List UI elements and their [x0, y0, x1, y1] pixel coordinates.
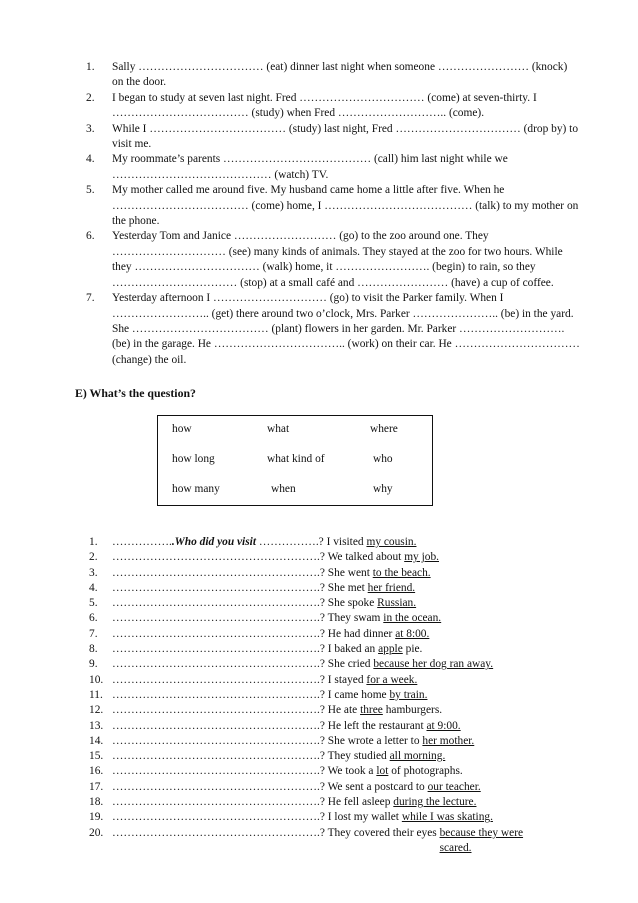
underlined-answer: our teacher. — [427, 780, 481, 793]
item-number: 4. — [89, 581, 98, 594]
item-text: ? I came home — [319, 688, 387, 701]
item-text: Sally …………………………… (eat) dinner last night when someone …………………… (knock) on the door. — [112, 61, 568, 89]
item-text: ? I visited — [318, 536, 364, 548]
question-item — [89, 749, 589, 764]
answer-blank: ……………. — [112, 536, 172, 548]
item-number: 6. — [89, 612, 98, 625]
item-number: 13. — [89, 719, 104, 732]
answer-blank: ………………………………………………. — [112, 627, 320, 640]
item-number: 16. — [89, 765, 104, 778]
question-item — [89, 795, 589, 810]
past-tense-exercise-list — [86, 60, 581, 368]
item-text: I began to study at seven last night. Fred …………………………… (come) at seven-thirty. I ……………………………… (study) when Fred ……………………….. (come). — [112, 91, 537, 120]
underlined-answer: to the beach. — [372, 566, 431, 579]
item-text: ? They covered their eyes — [319, 826, 437, 839]
answer-blank: ………………………………………………. — [112, 826, 320, 839]
item-number: 3. — [86, 122, 95, 135]
item-text: ? We talked about — [319, 551, 402, 564]
question-word-box — [157, 415, 433, 506]
item-number: 18. — [89, 796, 104, 809]
answer-blank: ……………. — [258, 536, 319, 548]
answer-blank: ………………………………………………. — [112, 673, 320, 686]
answer-blank: ………………………………………………. — [112, 811, 320, 824]
underlined-answer: because her dog ran away. — [373, 658, 494, 671]
item-text: ? I lost my wallet — [319, 811, 399, 824]
section-title: E) What’s the question? — [75, 386, 196, 400]
underlined-answer: my job. — [404, 551, 439, 564]
item-text: My mother called me around five. My husband came home a little after five. When he ……………………………… (come) home, I ………………………………… (talk) to my mother on the phone. — [112, 184, 579, 228]
item-number: 4. — [86, 153, 95, 166]
item-number: 9. — [89, 658, 98, 671]
question-item — [89, 810, 589, 825]
question-item — [89, 627, 589, 642]
item-number: 14. — [89, 734, 104, 747]
exercise-item — [86, 291, 581, 368]
answer-blank: ………………………………………………. — [112, 643, 320, 656]
answer-blank: ………………………………………………. — [112, 612, 320, 625]
exercise-item — [86, 122, 581, 153]
item-number: 1. — [86, 61, 95, 73]
question-item — [89, 657, 589, 672]
underlined-answer: Russian. — [377, 597, 417, 610]
item-number: 6. — [86, 230, 95, 243]
underlined-answer: apple — [378, 643, 403, 656]
question-word: what — [267, 423, 290, 435]
answer-blank: ………………………………………………. — [112, 551, 320, 564]
item-number: 5. — [86, 184, 95, 197]
item-number: 19. — [89, 811, 104, 824]
item-text-after: pie. — [405, 643, 423, 656]
item-text: ? She met — [319, 581, 365, 594]
item-text: ? We took a — [319, 765, 374, 778]
underlined-answer: while I was skating. — [401, 811, 493, 824]
exercise-item — [86, 60, 581, 91]
item-text: ? He had dinner — [319, 627, 393, 640]
question-word: how long — [172, 453, 215, 465]
example-answer: .Who did you visit — [171, 536, 256, 548]
item-text: ? She cried — [319, 658, 371, 671]
item-number: 20. — [89, 826, 104, 839]
answer-blank: ………………………………………………. — [112, 658, 320, 671]
underlined-answer: for a week. — [366, 673, 418, 686]
item-number: 1. — [89, 536, 98, 548]
underlined-answer: my cousin. — [366, 536, 417, 548]
answer-blank: ………………………………………………. — [112, 581, 320, 594]
item-number: 2. — [86, 91, 95, 104]
item-number: 10. — [89, 673, 104, 686]
item-text: ? He ate — [319, 704, 358, 717]
question-word: how many — [172, 483, 220, 495]
item-number: 15. — [89, 750, 104, 763]
exercise-item — [86, 152, 581, 183]
question-word: who — [373, 453, 393, 465]
item-text: ? They swam — [319, 612, 381, 625]
answer-blank: ………………………………………………. — [112, 704, 320, 717]
question-exercise-list — [89, 535, 589, 856]
underlined-answer: at 9:00. — [426, 719, 461, 732]
question-item — [89, 596, 589, 611]
question-item — [89, 642, 589, 657]
answer-blank: ………………………………………………. — [112, 796, 320, 809]
underlined-answer: her friend. — [367, 581, 416, 594]
underlined-answer: her mother. — [422, 734, 475, 747]
underlined-answer: because they were scared. — [439, 826, 524, 854]
item-number: 2. — [89, 551, 98, 564]
item-text: ? She wrote a letter to — [319, 734, 420, 747]
item-text: ? I baked an — [319, 643, 376, 656]
question-item — [89, 550, 589, 565]
item-text: My roommate’s parents ………………………………… (call) him last night while we …………………………………… (watch) TV. — [112, 153, 508, 181]
underlined-answer: during the lecture. — [393, 796, 477, 809]
exercise-item — [86, 229, 581, 291]
question-item — [89, 703, 589, 718]
item-text: While I ……………………………… (study) last night, Fred …………………………… (drop by) to visit me. — [112, 122, 579, 151]
answer-blank: ………………………………………………. — [112, 765, 320, 778]
item-number: 12. — [89, 704, 104, 717]
question-word: when — [271, 483, 296, 495]
underlined-answer: all morning. — [389, 750, 446, 763]
question-item — [89, 780, 589, 795]
question-item — [89, 764, 589, 779]
item-text: ? They studied — [319, 750, 387, 763]
answer-blank: ………………………………………………. — [112, 719, 320, 732]
item-text: ? He fell asleep — [319, 796, 391, 809]
question-item — [89, 566, 589, 581]
item-text: Yesterday Tom and Janice ……………………… (go) to the zoo around one. They ………………………… (see) many kinds of animals. They stayed at the zoo for two hours. While they …………………………… (walk) home, it ……………………. (begin) to rain, so they …………………………… (stop) at a small café and …………………… (have) a cup of coffee. — [112, 230, 563, 289]
question-item — [89, 535, 589, 550]
question-item — [89, 826, 589, 857]
item-number: 7. — [86, 292, 95, 305]
item-text: ? We sent a postcard to — [319, 780, 425, 793]
item-text-after: hamburgers. — [385, 704, 443, 717]
answer-blank: ………………………………………………. — [112, 566, 320, 579]
question-item — [89, 611, 589, 626]
item-number: 17. — [89, 780, 104, 793]
question-word: how — [172, 423, 192, 435]
question-word: where — [370, 423, 398, 435]
question-item — [89, 581, 589, 596]
underlined-answer: by train. — [389, 688, 428, 701]
item-text: ? She spoke — [319, 597, 375, 610]
item-number: 11. — [89, 688, 103, 701]
question-item — [89, 734, 589, 749]
question-item — [89, 719, 589, 734]
item-number: 8. — [89, 643, 98, 656]
exercise-item — [86, 183, 581, 229]
underlined-answer: three — [360, 704, 383, 717]
question-item — [89, 673, 589, 688]
question-item — [89, 688, 589, 703]
answer-blank: ………………………………………………. — [112, 734, 320, 747]
item-text: ? He left the restaurant — [319, 719, 424, 732]
item-text: ? She went — [319, 566, 370, 579]
item-number: 5. — [89, 597, 98, 610]
item-number: 7. — [89, 627, 98, 640]
answer-blank: ………………………………………………. — [112, 750, 320, 763]
item-text-after: of photographs. — [391, 765, 463, 778]
item-text: ? I stayed — [319, 673, 364, 686]
answer-blank: ………………………………………………. — [112, 780, 320, 793]
underlined-answer: lot — [376, 765, 389, 778]
item-number: 3. — [89, 566, 98, 579]
underlined-answer: in the ocean. — [383, 612, 442, 625]
question-word: what kind of — [267, 453, 325, 465]
item-text: Yesterday afternoon I ………………………… (go) to visit the Parker family. When I …………………….. (get) there around two o’clock, Mrs. Parker ………………….. (be) in the yard. She ……………………………… (plant) flowers in her garden. Mr. Parker ………………………. (be) in the garage. He …………………………….. (work) on their car. He …………………………… (change) the oil. — [112, 292, 580, 366]
question-word: why — [373, 483, 393, 495]
underlined-answer: at 8:00. — [395, 627, 430, 640]
answer-blank: ………………………………………………. — [112, 688, 320, 701]
exercise-item — [86, 91, 581, 122]
answer-blank: ………………………………………………. — [112, 597, 320, 610]
